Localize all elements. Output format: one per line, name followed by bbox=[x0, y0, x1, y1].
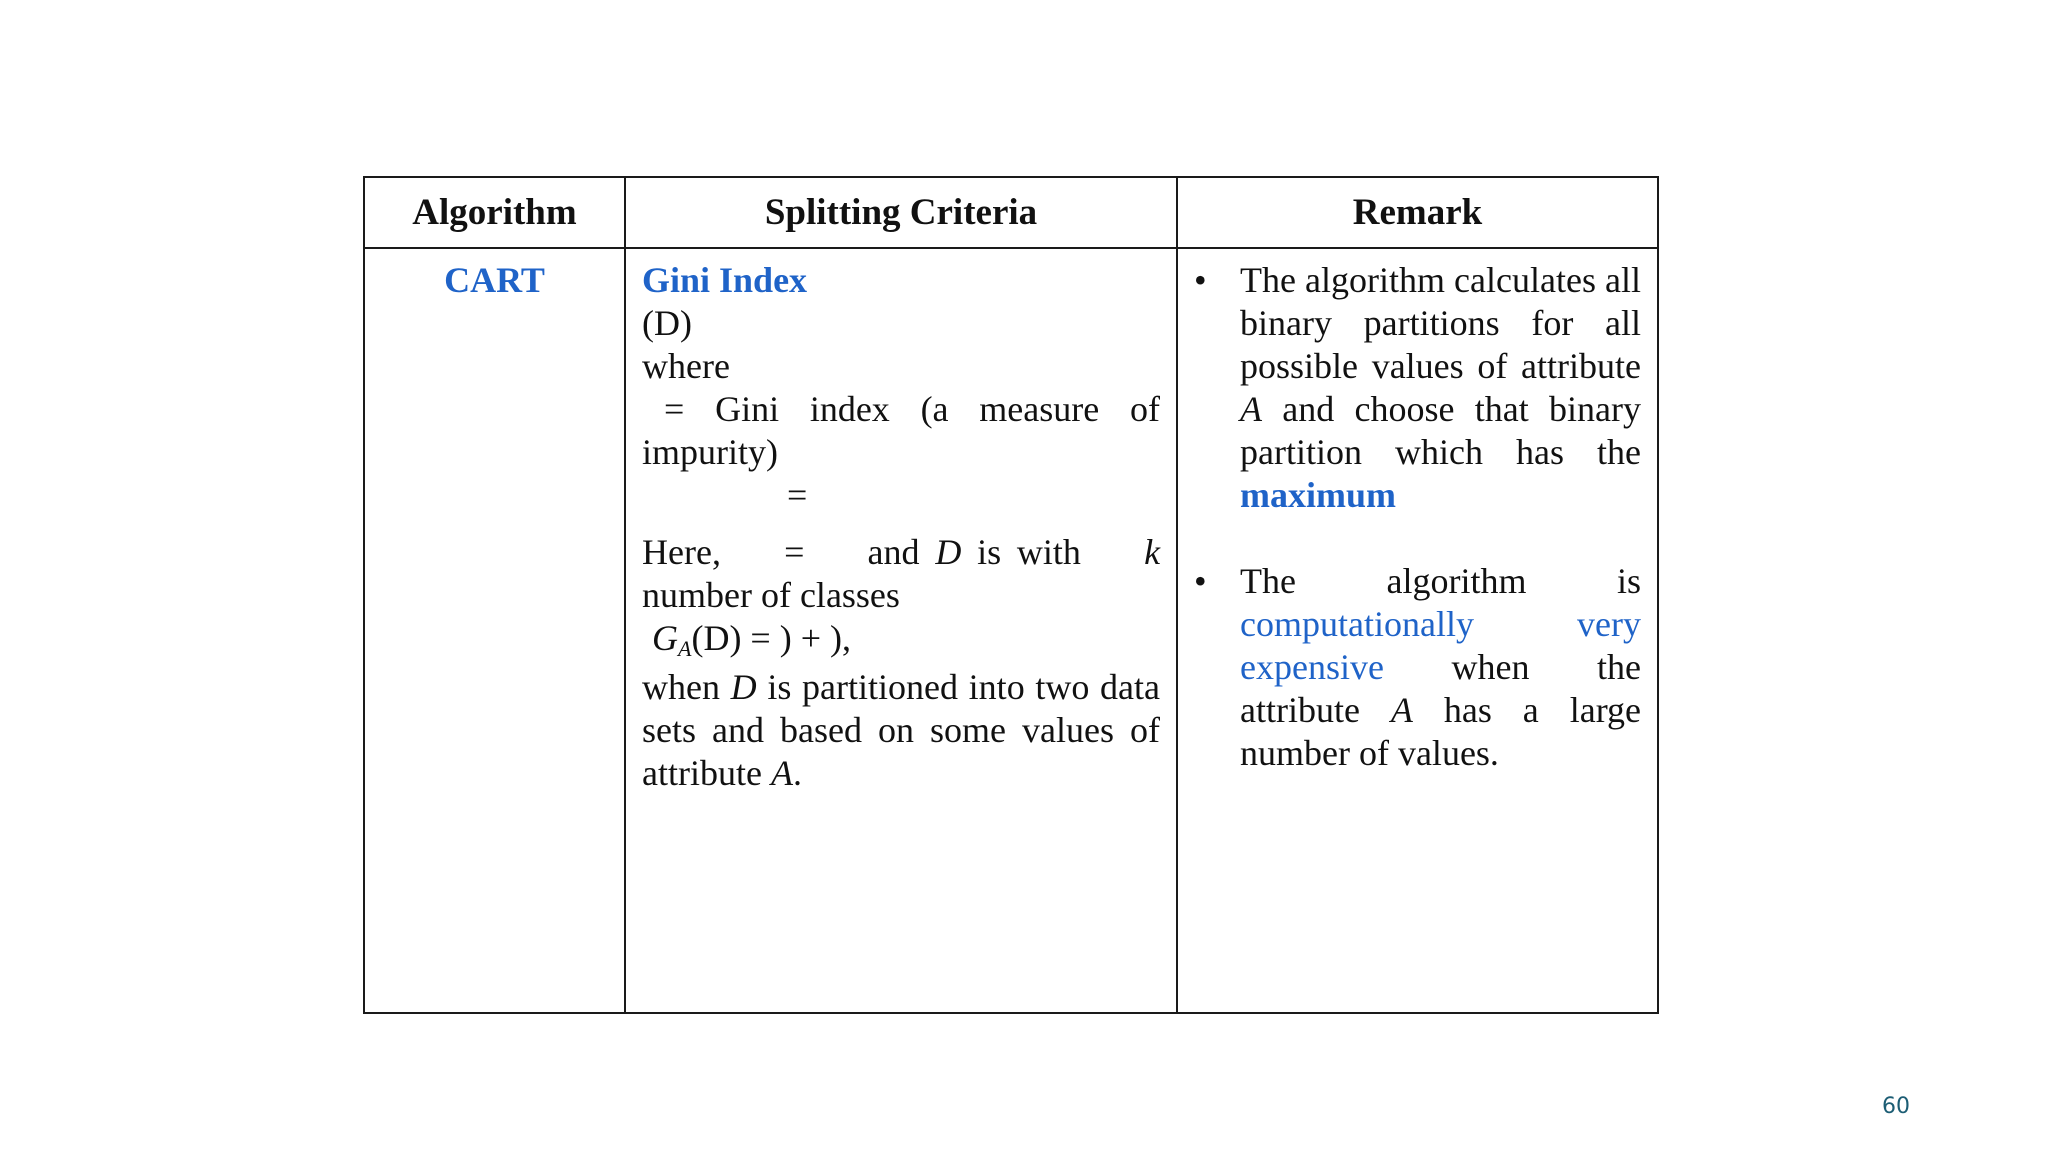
criteria-formula: (D) bbox=[642, 303, 692, 343]
header-algorithm: Algorithm bbox=[364, 177, 625, 248]
here-text-1: Here, bbox=[642, 532, 721, 572]
criteria-definition: = Gini index (a measure of bbox=[664, 389, 1160, 429]
here-text-4: number of classes bbox=[642, 575, 900, 615]
remark-2-var-a: A bbox=[1390, 690, 1413, 730]
remark-1-text: The algorithm calculates all binary partitions for all possible values of attribute bbox=[1240, 260, 1641, 386]
ga-var-g: G bbox=[652, 618, 678, 658]
criteria-where: where bbox=[642, 346, 730, 386]
remark-2-end: has a large number of values. bbox=[1240, 690, 1642, 773]
remark-item-1 bbox=[1240, 259, 1641, 517]
remark-1-mid: and choose that binary partition which has the bbox=[1240, 389, 1641, 472]
when-end: . bbox=[792, 753, 802, 793]
remark-item-2 bbox=[1240, 560, 1641, 775]
criteria-when-paragraph bbox=[642, 666, 1160, 795]
remark-1-var-a: A bbox=[1240, 389, 1262, 429]
algorithm-comparison-table bbox=[363, 176, 1659, 1014]
remark-1-maximum: maximum bbox=[1240, 475, 1396, 515]
ga-rest: (D) = ) + ), bbox=[691, 618, 852, 658]
remark-2-text: The algorithm is bbox=[1240, 561, 1641, 601]
when-var-a: A bbox=[770, 753, 793, 793]
here-text-2: and bbox=[867, 532, 920, 572]
here-eq: = bbox=[784, 532, 805, 572]
splitting-criteria-cell bbox=[625, 248, 1177, 1013]
table-header-row bbox=[364, 177, 1658, 248]
when-var-d: D bbox=[730, 667, 757, 707]
header-splitting-criteria: Splitting Criteria bbox=[625, 177, 1177, 248]
page-number: 60 bbox=[1882, 1094, 1910, 1119]
remark-2-highlight: computationally very expensive bbox=[1240, 604, 1641, 687]
remark-cell bbox=[1177, 248, 1658, 1013]
here-var-k: k bbox=[1144, 532, 1161, 572]
algorithm-cell bbox=[364, 248, 625, 1013]
header-remark: Remark bbox=[1177, 177, 1658, 248]
criteria-equation: = bbox=[787, 475, 808, 515]
table-row bbox=[364, 248, 1658, 1013]
ga-var-a: A bbox=[678, 636, 692, 661]
when-text-2: is partitioned into two data sets and based on some values of attribute bbox=[642, 667, 1161, 793]
criteria-heading: Gini Index bbox=[642, 260, 808, 300]
gini-attribute-formula bbox=[642, 617, 1160, 660]
here-text-3: is with bbox=[977, 532, 1081, 572]
remark-2-mid: when the attribute bbox=[1240, 647, 1641, 730]
algorithm-name: CART bbox=[444, 260, 545, 300]
here-var-d: D bbox=[935, 532, 962, 572]
criteria-definition-cont: impurity) bbox=[642, 432, 778, 472]
remark-list bbox=[1194, 259, 1641, 775]
when-text-1: when bbox=[642, 667, 720, 707]
criteria-here-paragraph bbox=[642, 531, 1160, 617]
